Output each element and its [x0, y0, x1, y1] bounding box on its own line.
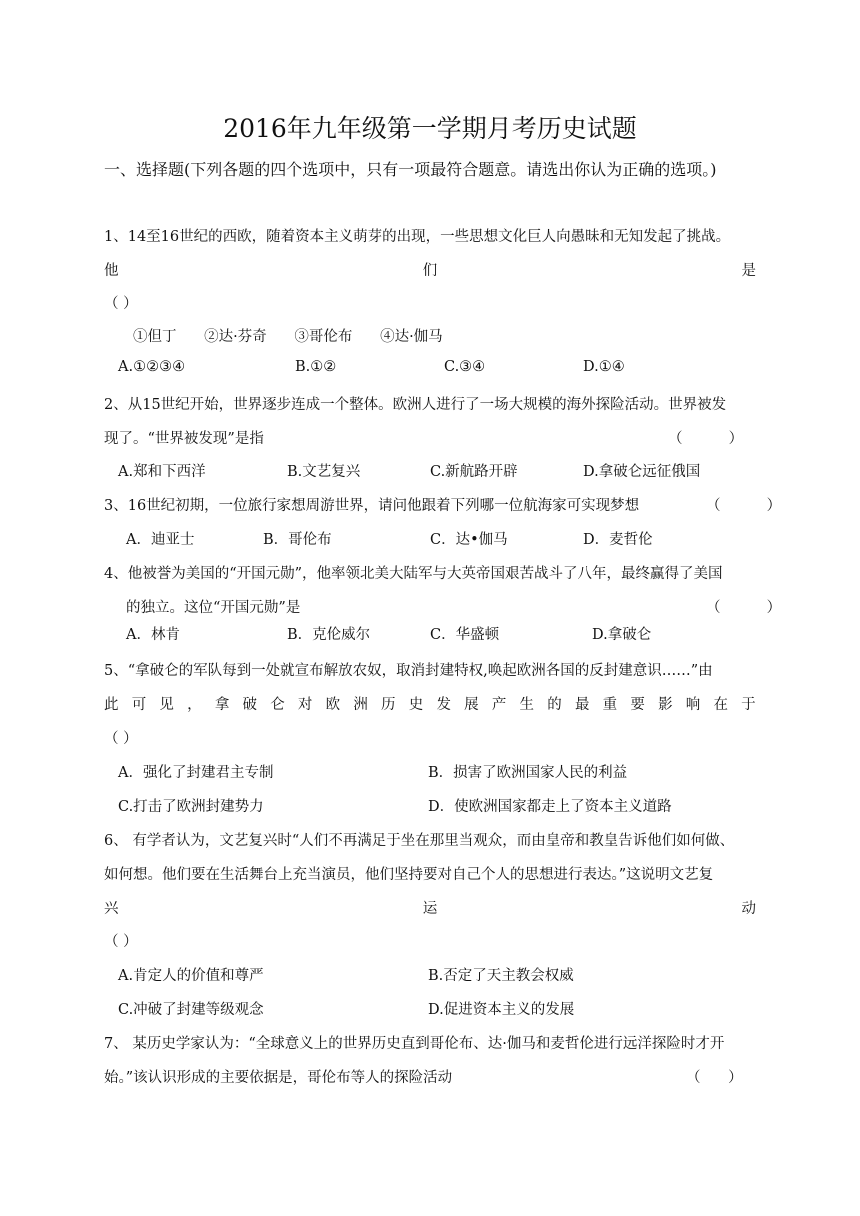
q1-answer-paren: （ ）: [104, 296, 138, 312]
q3-option-a: A．迪亚士: [126, 532, 195, 548]
q5-spread-char: 欧: [325, 697, 341, 713]
q5-option-b: B．损害了欧洲国家人民的利益: [428, 765, 628, 781]
q1-option-c: C.③④: [444, 359, 486, 375]
q7-line-1: 7、 某历史学家认为：“全球意义上的世界历史直到哥伦布、达·伽马和麦哲伦进行远洋探险时才开: [104, 1036, 725, 1052]
q1-spread-char: 他: [104, 263, 119, 279]
q6-option-c: C.冲破了封建等级观念: [118, 1002, 264, 1018]
q5-spread-char: 此: [104, 697, 119, 713]
q5-option-d: D．使欧洲国家都走上了资本主义道路: [428, 799, 672, 815]
q5-spread-char: 生: [519, 697, 535, 713]
q5-spread-char: 最: [574, 697, 590, 713]
q7-line-2: 始。”该认识形成的主要依据是，哥伦布等人的探险活动: [104, 1070, 453, 1086]
q5-spread-char: 在: [713, 697, 728, 713]
q3-option-d: D．麦哲伦: [583, 532, 653, 548]
q5-spread-char: 重: [602, 697, 618, 713]
q1-stem: 1、14至16世纪的西欧，随着资本主义萌芽的出现，一些思想文化巨人向愚昧和无知发起了挑战。: [104, 229, 731, 245]
q5-option-a: A．强化了封建君主专制: [118, 765, 274, 781]
q5-spread-char: 要: [630, 697, 645, 713]
q5-spread-char: ，: [187, 697, 202, 713]
q5-spread-char: 产: [491, 697, 507, 713]
q5-spread-char: 见: [159, 697, 174, 713]
q2-line-2: 现了。“世界被发现”是指: [104, 431, 264, 447]
q4-option-d: D.拿破仑: [592, 627, 652, 643]
q1-option-d: D.①④: [583, 359, 625, 375]
q3-option-b: B．哥伦布: [263, 532, 332, 548]
q6-spread-line: [104, 897, 756, 918]
q2-option-d: D.拿破仑远征俄国: [583, 464, 701, 480]
q1-spread-char: 是: [741, 263, 756, 279]
q6-line-1: 6、 有学者认为，文艺复兴时“人们不再满足于坐在那里当观众，而由皇帝和教皇告诉他们如何做、: [104, 833, 735, 849]
q4-option-c: C．华盛顿: [430, 627, 500, 643]
q5-spread-char: 仑: [270, 697, 285, 713]
q2-line-1: 2、从15世纪开始，世界逐步连成一个整体。欧洲人进行了一场大规模的海外探险活动。世界被发: [104, 397, 727, 413]
q1-spread-char: 们: [422, 263, 438, 279]
q1-option-a: A.①②③④: [118, 359, 186, 375]
q5-answer-paren: （ ）: [104, 731, 138, 747]
q2-option-c: C.新航路开辟: [430, 464, 518, 480]
q6-answer-paren: （ ）: [104, 934, 138, 950]
q5-spread-line: [104, 693, 756, 714]
q6-line-2: 如何想。他们要在生活舞台上充当演员，他们坚持要对自己个人的思想进行表达。”这说明文艺复: [104, 867, 714, 883]
q6-spread-char: 动: [741, 901, 756, 917]
q4-option-a: A．林肯: [126, 627, 180, 643]
q6-spread-char: 兴: [104, 901, 119, 917]
q6-option-d: D.促进资本主义的发展: [428, 1002, 575, 1018]
q5-spread-char: 响: [685, 697, 701, 713]
q5-option-c: C.打击了欧洲封建势力: [118, 799, 264, 815]
q5-spread-char: 影: [658, 697, 673, 713]
q3-line-1: 3、16世纪初期，一位旅行家想周游世界，请问他跟着下列哪一位航海家可实现梦想: [104, 498, 640, 514]
q6-option-b: B.否定了天主教会权威: [428, 968, 574, 984]
q5-spread-char: 破: [242, 697, 258, 713]
q5-spread-char: 历: [381, 697, 396, 713]
exam-title: 2016年九年级第一学期月考历史试题: [223, 114, 637, 143]
q1-option-b: B.①②: [295, 359, 337, 375]
q2-option-a: A.郑和下西洋: [118, 464, 206, 480]
q2-answer-paren: （ ）: [668, 431, 744, 447]
q4-line-1: 4、他被誉为美国的“开国元勋”，他率领北美大陆军与大英帝国艰苦战斗了八年，最终赢得了美国: [104, 566, 723, 582]
q4-option-b: B．克伦威尔: [287, 627, 371, 643]
section-heading: 一、选择题(下列各题的四个选项中，只有一项最符合题意。请选出你认为正确的选项。): [104, 160, 717, 179]
q6-option-a: A.肯定人的价值和尊严: [118, 968, 264, 984]
q5-spread-char: 史: [408, 697, 424, 713]
q5-spread-char: 可: [131, 697, 147, 713]
q5-spread-char: 洲: [353, 697, 368, 713]
q2-option-b: B.文艺复兴: [287, 464, 361, 480]
q5-line-1: 5、“拿破仑的军队每到一处就宣布解放农奴，取消封建特权,唤起欧洲各国的反封建意识……”由: [104, 663, 713, 679]
q4-answer-paren: （ ）: [706, 600, 782, 616]
q7-answer-paren: （ ）: [686, 1070, 743, 1086]
q5-spread-char: 展: [464, 697, 479, 713]
q3-answer-paren: （ ）: [706, 498, 782, 514]
q4-line-2: 的独立。这位“开国元勋”是: [126, 600, 301, 616]
q5-spread-char: 发: [436, 697, 451, 713]
q5-spread-char: 拿: [214, 697, 230, 713]
q3-option-c: C．达•伽马: [430, 532, 508, 548]
q6-spread-char: 运: [422, 901, 438, 917]
q5-spread-char: 对: [297, 697, 313, 713]
q5-spread-char: 的: [547, 697, 562, 713]
q1-items: ①但丁 ②达·芬奇 ③哥伦布 ④达·伽马: [133, 329, 443, 345]
q1-spread-line: [104, 259, 756, 280]
q5-spread-char: 于: [741, 697, 756, 713]
